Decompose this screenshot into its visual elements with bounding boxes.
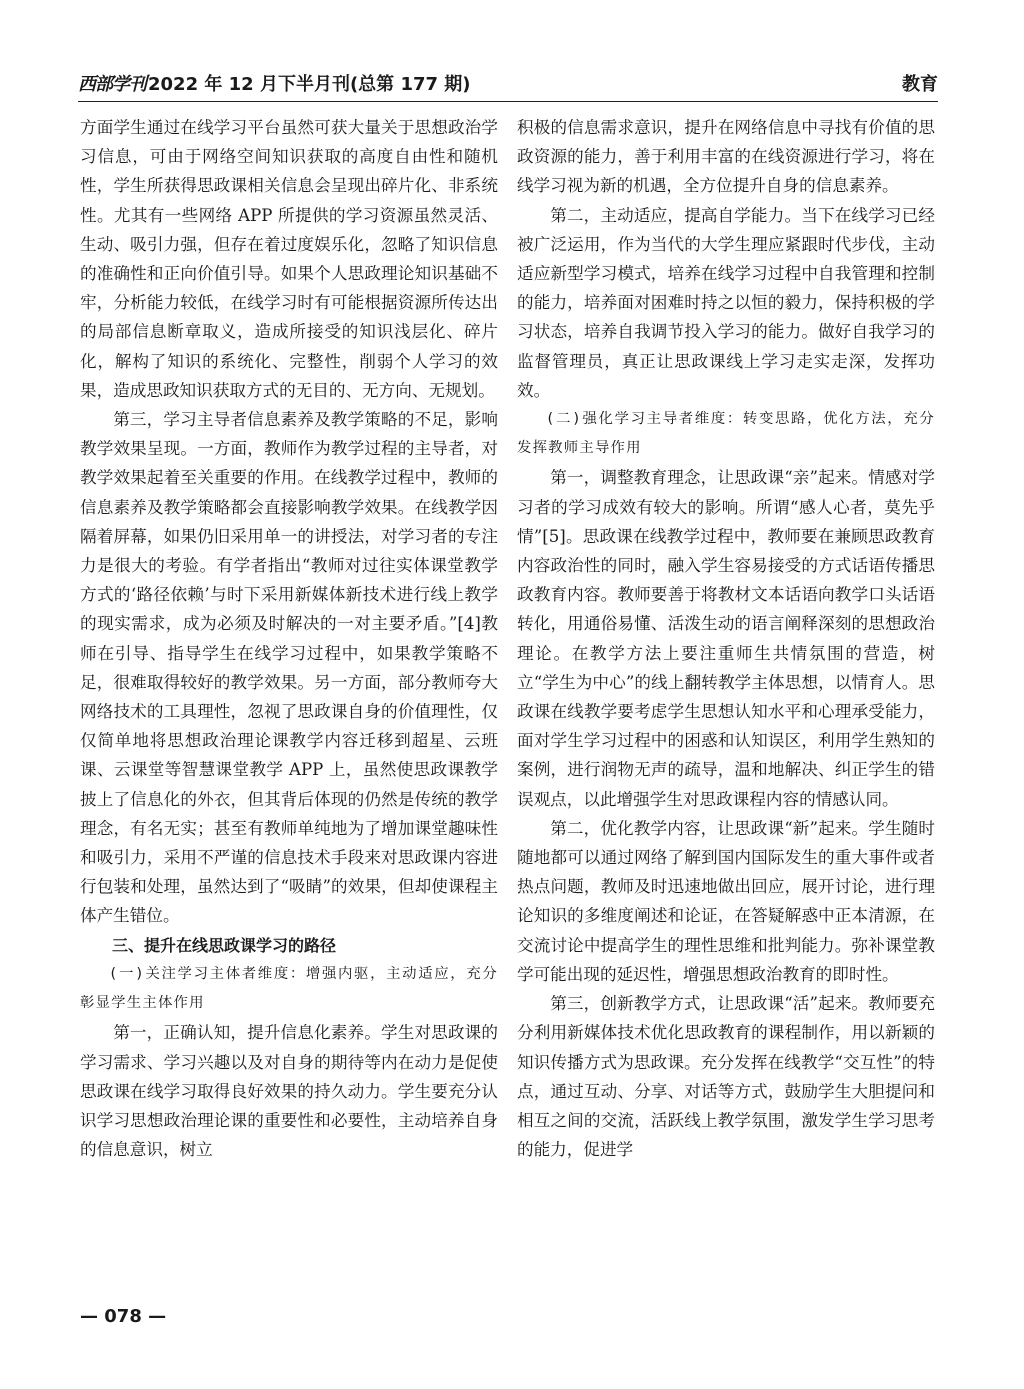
page-header — [78, 72, 938, 102]
paragraph: 第三，学习主导者信息素养及教学策略的不足，影响教学效果呈现。一方面，教师作为教学过程的主导者，对教学效果起着至关重要的作用。在线教学过程中，教师的信息素养及教学策略都会直接影响教学效果。在线教学因隔着屏幕，如果仍旧采用单一的讲授法，对学习者的专注力是很大的考验。有学者指出“教师对过往实体课堂教学方式的‘路径依赖’与时下采用新媒体新技术进行线上教学的现实需求，成为必须及时解决的一对主要矛盾。”[4]教师在引导、指导学生在线学习过程中，如果教学策略不足，很难取得较好的教学效果。另一方面，部分教师夸大网络技术的工具理性，忽视了思政课自身的价值理性，仅仅简单地将思想政治理论课教学内容迁移到超星、云班课、云课堂等智慧课堂教学 APP 上，虽然使思政课教学披上了信息化的外衣，但其背后体现的仍然是传统的教学理念，有名无实；甚至有教师单纯地为了增加课堂趣味性和吸引力，采用不严谨的信息技术手段来对思政课内容进行包装和处理，虽然达到了“吸睛”的效果，但却使课程主体产生错位。 — [80, 410, 498, 926]
section-label: 教育 — [902, 74, 938, 95]
page-number: — 078 — — [80, 1306, 167, 1327]
header-divider — [78, 101, 938, 102]
paragraph: 第二，主动适应，提高自学能力。当下在线学习已经被广泛运用，作为当代的大学生理应紧跟时代步伐，主动适应新型学习模式，培养在线学习过程中自我管理和控制的能力，培养面对困难时持之以恒的毅力，保持积极的学习状态，培养自我调节投入学习的能力。做好自我学习的监督管理员，真正让思政课线上学习走实走深，发挥功效。 — [517, 205, 935, 400]
left-column — [80, 113, 498, 1164]
journal-issue-line — [78, 72, 471, 98]
paragraph: 第一，调整教育理念，让思政课“亲”起来。情感对学习者的学习成效有较大的影响。所谓“感人心者，莫先乎情”[5]。思政课在线教学过程中，教师要在兼顾思政教育内容政治性的同时，融入学生容易接受的方式话语传播思政教育内容。教师要善于将教材文本话语向教学口头话语转化，用通俗易懂、活泼生动的语言阐释深刻的思想政治理论。在教学方法上要注重师生共情氛围的营造，树立“学生为中心”的线上翻转教学主体思想，以情育人。思政课在线教学要考虑学生思想认知水平和心理承受能力，面对学生学习过程中的困惑和认知误区，利用学生熟知的案例，进行润物无声的疏导，温和地解决、纠正学生的错误观点，以此增强学生对思政课程内容的情感认同。 — [517, 468, 935, 809]
section-heading: 三、提升在线思政课学习的路径 — [112, 935, 337, 955]
right-column — [517, 113, 935, 1164]
issue-label: 2022 年 12 月下半月刊(总第 177 期) — [148, 74, 471, 95]
paragraph: 方面学生通过在线学习平台虽然可获大量关于思想政治学习信息，可由于网络空间知识获取的高度自由性和随机性，学生所获得思政课相关信息会呈现出碎片化、非系统性。尤其有一些网络 APP 所提供的学习资源虽然灵活、生动、吸引力强，但存在着过度娱乐化，忽略了知识信息的准确性和正向价值引导。如果个人思政理论知识基础不牢，分析能力较低，在线学习时有可能根据资源所传达出的局部信息断章取义，造成所接受的知识浅层化、碎片化，解构了知识的系统化、完整性，削弱个人学习的效果，造成思政知识获取方式的无目的、无方向、无规划。 — [80, 118, 498, 400]
journal-logo: 西部学刊 — [78, 74, 146, 95]
paragraph: 积极的信息需求意识，提升在网络信息中寻找有价值的思政资源的能力，善于利用丰富的在线资源进行学习，将在线学习视为新的机遇，全方位提升自身的信息素养。 — [517, 118, 935, 196]
subsection-heading: (二)强化学习主导者维度：转变思路，优化方法，充分发挥教师主导作用 — [517, 411, 935, 457]
subsection-heading: (一)关注学习主体者维度：增强内驱，主动适应，充分彰显学生主体作用 — [80, 965, 498, 1012]
paragraph: 第二，优化教学内容，让思政课“新”起来。学生随时随地都可以通过网络了解到国内国际发生的重大事件或者热点问题，教师及时迅速地做出回应，展开讨论，进行理论知识的多维度阐述和论证，在答疑解惑中正本清源，在交流讨论中提高学生的理性思维和批判能力。弥补课堂教学可能出现的延迟性，增强思想政治教育的即时性。 — [517, 818, 935, 984]
paragraph: 第一，正确认知，提升信息化素养。学生对思政课的学习需求、学习兴趣以及对自身的期待等内在动力是促使思政课在线学习取得良好效果的持久动力。学生要充分认识学习思想政治理论课的重要性和必要性，主动培养自身的信息意识，树立 — [80, 1023, 498, 1160]
paragraph: 第三，创新教学方式，让思政课“活”起来。教师要充分利用新媒体技术优化思政教育的课程制作，用以新颖的知识传播方式为思政课。充分发挥在线教学“交互性”的特点，通过互动、分享、对话等方式，鼓励学生大胆提问和相互之间的交流，活跃线上教学氛围，激发学生学习思考的能力，促进学 — [517, 994, 935, 1160]
